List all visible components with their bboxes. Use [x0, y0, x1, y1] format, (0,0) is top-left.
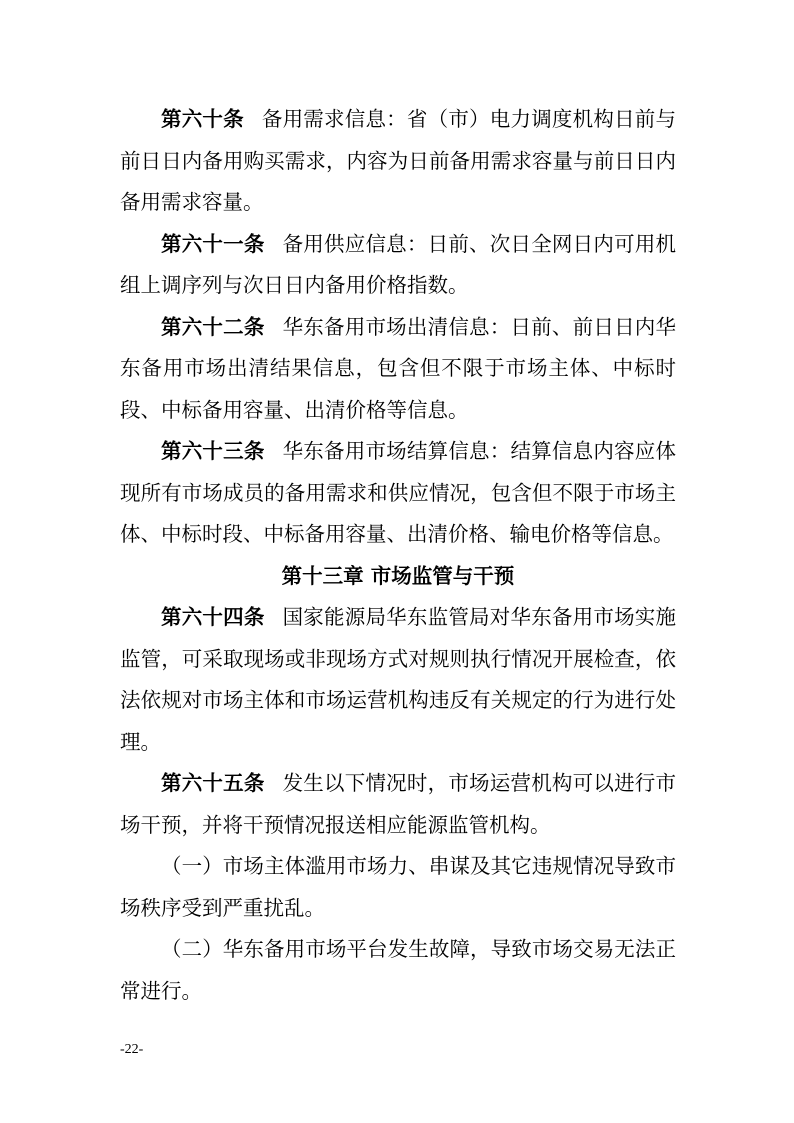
- article-text: 备用需求信息：省（市）电力调度机构日前与前日日内备用购买需求，内容为日前备用需求容量与前日日内备用需求容量。: [120, 107, 677, 214]
- list-item: （二）华东备用市场平台发生故障，导致市场交易无法正常进行。: [120, 937, 676, 1003]
- article-61: [120, 224, 676, 307]
- article-label: 第六十二条: [161, 314, 265, 339]
- article-text: 发生以下情况时，市场运营机构可以进行市场干预，并将干预情况报送相应能源监管机构。: [120, 771, 677, 837]
- page-number: -22-: [120, 1042, 144, 1057]
- article-63: [120, 431, 676, 556]
- article-60: [120, 99, 676, 224]
- article-label: 第六十一条: [161, 231, 265, 256]
- chapter-title: 第十三章 市场监管与干预: [281, 563, 515, 588]
- article-text: 华东备用市场结算信息：结算信息内容应体现所有市场成员的备用需求和供应情况，包含但不限于市场主体、中标时段、中标备用容量、出清价格、输电价格等信息。: [120, 439, 677, 546]
- article-text: 备用供应信息：日前、次日全网日内可用机组上调序列与次日日内备用价格指数。: [120, 231, 677, 297]
- article-65: [120, 763, 676, 846]
- list-item: （一）市场主体滥用市场力、串谋及其它违规情况导致市场秩序受到严重扰乱。: [120, 854, 676, 920]
- article-label: 第六十条: [161, 107, 244, 131]
- article-62: [120, 307, 676, 432]
- article-label: 第六十四条: [161, 605, 265, 629]
- article-text: 国家能源局华东监管局对华东备用市场实施监管，可采取现场或非现场方式对规则执行情况开展检查，依法依规对市场主体和市场运营机构违反有关规定的行为进行处理。: [120, 605, 677, 754]
- article-label: 第六十三条: [161, 439, 265, 463]
- article-64: [120, 597, 676, 763]
- article-label: 第六十五条: [161, 771, 265, 795]
- article-text: 华东备用市场出清信息：日前、前日日内华东备用市场出清结果信息，包含但不限于市场主体、中标时段、中标备用容量、出清价格等信息。: [120, 314, 677, 422]
- document-body: [120, 99, 676, 1012]
